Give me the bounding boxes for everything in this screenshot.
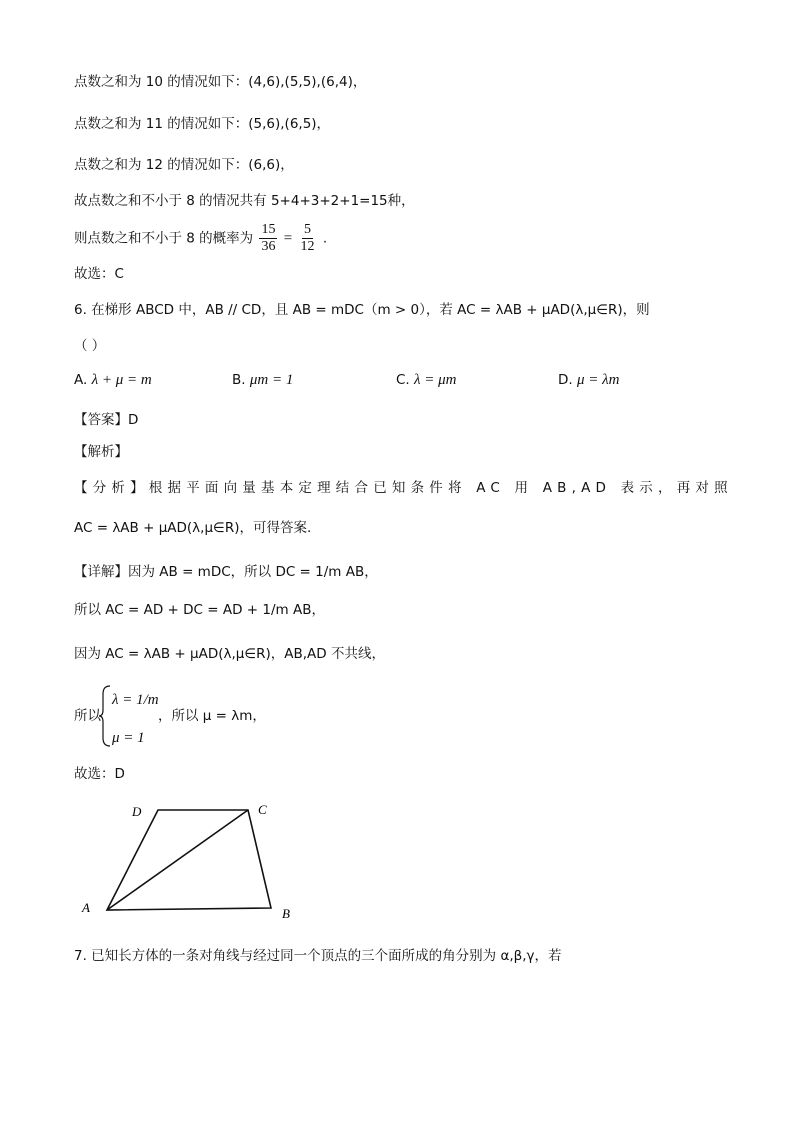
sum10-line: 点数之和为 10 的情况如下：(4,6),(5,5),(6,4)，: [74, 74, 367, 90]
option-c: C. λ = μm: [396, 372, 457, 388]
option-d: D. μ = λm: [558, 372, 620, 388]
q6-stem-paren: （ ）: [74, 338, 106, 354]
fraction-5-12: $\frac{5}{12}$: [300, 222, 315, 254]
trapezoid-figure: [76, 796, 306, 926]
fraction-15-36: $\frac{15}{36}$: [261, 222, 276, 254]
detail-line4: 所以: [74, 708, 101, 724]
detail-line3: 因为 AC = λAB + μAD(λ,μ∈R)，AB,AD 不共线，: [74, 646, 385, 662]
option-b: B. μm = 1: [232, 372, 294, 388]
answer-tag: 【答案】D: [74, 412, 139, 428]
fenxi-line1: 【分析】根据平面向量基本定理结合已知条件将 AC 用 AB,AD 表示，再对照: [74, 480, 733, 496]
diagonal-ac: [107, 810, 248, 910]
probability-line: 则点数之和不小于 8 的概率为 $\frac{15}{36}$ = $\frac{5}{12}$ .: [74, 222, 328, 254]
system-top: λ = 1/m: [112, 692, 159, 708]
option-a: A. λ + μ = m: [74, 372, 152, 388]
q6-options: [74, 372, 714, 394]
label-b: B: [282, 906, 290, 921]
sum11-line: 点数之和为 11 的情况如下：(5,6),(6,5)，: [74, 116, 331, 132]
detail-line4-suffix: ，所以 μ = λm，: [158, 708, 266, 724]
fenxi-line2: AC = λAB + μAD(λ,μ∈R)，可得答案.: [74, 520, 312, 536]
detail-line1: 【详解】因为 AB = mDC，所以 DC = 1/m AB，: [74, 564, 378, 580]
system-bottom: μ = 1: [112, 730, 145, 746]
sum12-line: 点数之和为 12 的情况如下：(6,6)，: [74, 157, 294, 173]
label-d: D: [132, 804, 142, 819]
analysis-tag: 【解析】: [74, 444, 128, 460]
answer5-line: 故选：C: [74, 266, 124, 282]
system-brace: [98, 684, 112, 748]
detail-line2: 所以 AC = AD + DC = AD + 1/m AB，: [74, 602, 325, 618]
label-c: C: [258, 802, 267, 817]
final-answer: 故选：D: [74, 766, 125, 782]
q6-stem: 6. 在梯形 ABCD 中，AB // CD，且 AB = mDC（m > 0），若 AC = λAB + μAD(λ,μ∈R)，则: [74, 302, 650, 318]
q7-stem: 7. 已知长方体的一条对角线与经过同一个顶点的三个面所成的角分别为 α,β,γ，若: [74, 948, 562, 964]
total-line: 故点数之和不小于 8 的情况共有 5+4+3+2+1=15种，: [74, 193, 415, 209]
label-a: A: [82, 900, 90, 915]
trapezoid-outline: [107, 810, 271, 910]
